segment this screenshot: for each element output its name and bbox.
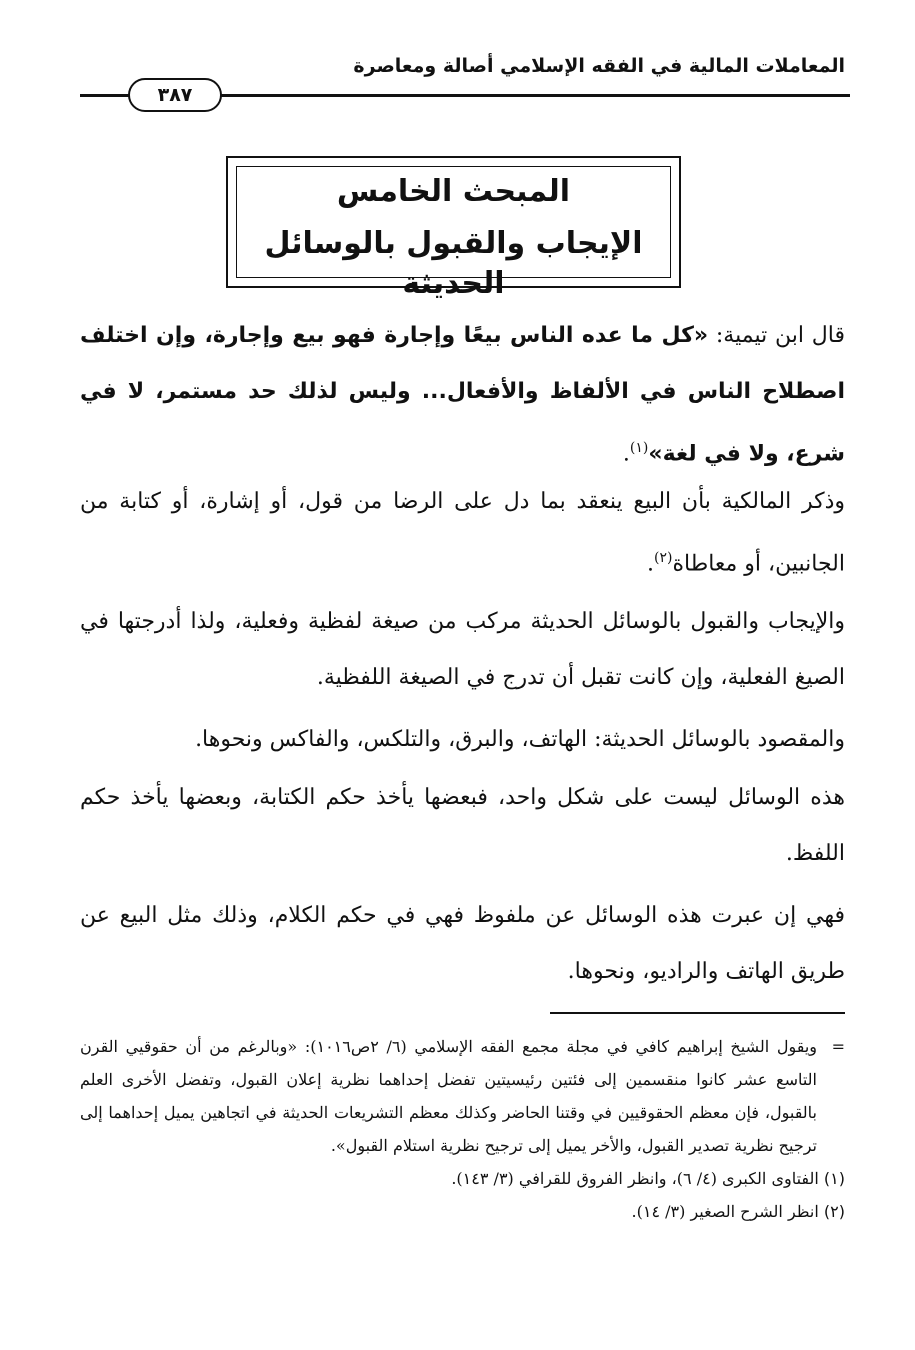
paragraph-spoken-means: فهي إن عبرت هذه الوسائل عن ملفوظ فهي في حكم الكلام، وذلك مثل البيع عن طريق الهاتف والراديو، ونحوها. bbox=[80, 903, 845, 984]
footnote-number-1: (١) bbox=[823, 1169, 845, 1188]
paragraph-text: وذكر المالكية بأن البيع ينعقد بما دل على الرضا من قول، أو إشارة، أو كتابة من الجانبين، أو معاطاة bbox=[80, 489, 845, 577]
paragraph-definition: والمقصود بالوسائل الحديثة: الهاتف، والبرق، والتلكس، والفاكس ونحوها. bbox=[195, 727, 845, 752]
continuation-mark: = bbox=[831, 1037, 845, 1056]
running-header-title: المعاملات المالية في الفقه الإسلامي أصالة ومعاصرة bbox=[353, 55, 845, 77]
footnote-text-1: الفتاوى الكبرى (٤/ ٦)، وانظر الفروق للقرافي (٣/ ١٤٣). bbox=[451, 1169, 819, 1188]
footnotes bbox=[80, 1030, 845, 1228]
section-subheading: الإيجاب والقبول بالوسائل الحديثة bbox=[264, 226, 643, 301]
footnote-ref-1: (١) bbox=[629, 440, 649, 456]
footnote-1 bbox=[80, 1162, 845, 1195]
footnote-continuation-text: ويقول الشيخ إبراهيم كافي في مجلة مجمع الفقه الإسلامي (٦/ ٢ص١٠١٦): «وبالرغم من أن حقوقيي القرن التاسع عشر كانوا منقسمين إلى فئتين رئيسيتين تفضل إحداهما نظرية إعلان القبول، وتفضل الأخرى العلم بالقبول، فإن معظم الحقوقيين في وقتنا الحاضر وكذلك معظم التشريعات الحديثة في اتجاهين يميل إحداهما إلى ترجيح نظرية تصدير القبول، والأخر يميل إلى ترجيح نظرية استلام القبول». bbox=[80, 1037, 817, 1155]
footnote-ref-2: (٢) bbox=[654, 550, 673, 566]
paragraph-lead: قال ابن تيمية: bbox=[708, 323, 846, 348]
footnote-text-2: انظر الشرح الصغير (٣/ ١٤). bbox=[631, 1202, 819, 1221]
section-heading: المبحث الخامس bbox=[336, 174, 571, 209]
footnote-number-2: (٢) bbox=[823, 1202, 845, 1221]
paragraph-ibn-taymiyyah bbox=[80, 308, 845, 482]
footnote-2 bbox=[80, 1195, 845, 1228]
footnote-separator bbox=[550, 1012, 845, 1014]
section-title-frame bbox=[226, 156, 681, 301]
paragraph-end: . bbox=[647, 551, 654, 577]
paragraph-modern-means: والإيجاب والقبول بالوسائل الحديثة مركب من صيغة لفظية وفعلية، ولذا أدرجتها في الصيغ الفعلية، وإن كانت تقبل أن تدرج في الصيغة اللفظية. bbox=[80, 609, 845, 690]
paragraph-forms: هذه الوسائل ليست على شكل واحد، فبعضها يأخذ حكم الكتابة، وبعضها يأخذ حكم اللفظ. bbox=[80, 785, 845, 866]
quotation: «كل ما عده الناس بيعًا وإجارة فهو بيع وإجارة، وإن اختلف اصطلاح الناس في الألفاظ والأفعال... وليس لذلك حد مستمر، لا في شرع، ولا في لغة» bbox=[80, 323, 845, 467]
paragraph-end: . bbox=[622, 441, 630, 467]
footnote-continuation bbox=[80, 1030, 845, 1162]
paragraph-malikiyya bbox=[80, 474, 845, 592]
page-number-badge: ٣٨٧ bbox=[128, 78, 222, 112]
